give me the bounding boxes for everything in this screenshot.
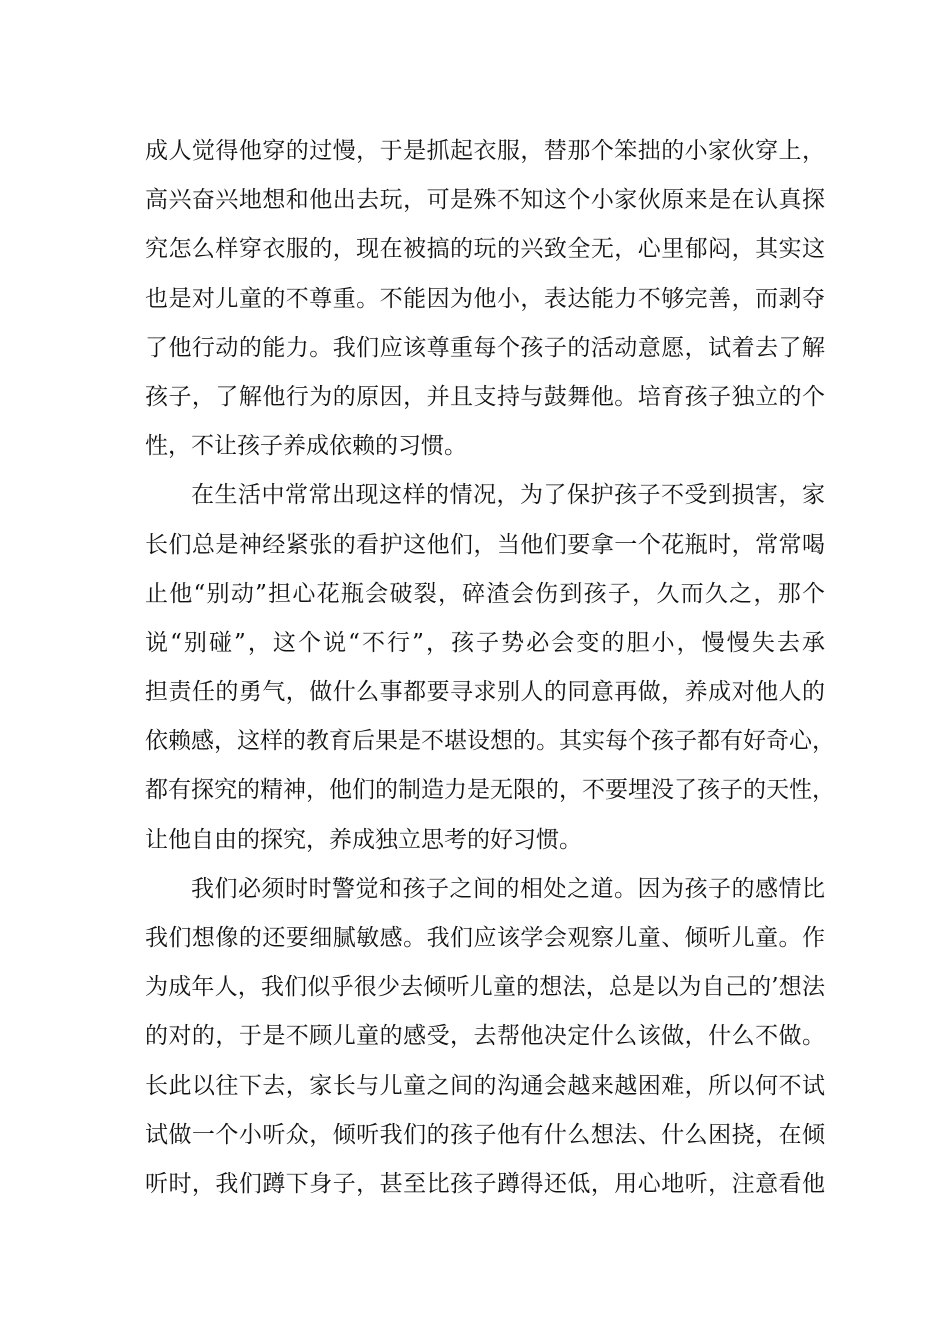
text-line: 说“别碰”，这个说“不行”，孩子势必会变的胆小，慢慢失去承: [145, 629, 825, 656]
text-line: 都有探究的精神，他们的制造力是无限的，不要埋没了孩子的天性，: [145, 777, 835, 804]
text-line: 依赖感，这样的教育后果是不堪设想的。其实每个孩子都有好奇心，: [145, 728, 835, 755]
text-line: 我们想像的还要细腻敏感。我们应该学会观察儿童、倾听儿童。作: [145, 925, 825, 951]
text-line: 孩子，了解他行为的原因，并且支持与鼓舞他。培育孩子独立的个: [145, 383, 825, 410]
text-line: 性，不让孩子养成依赖的习惯。: [145, 433, 467, 460]
text-line: 让他自由的探究，养成独立思考的好习惯。: [145, 826, 582, 853]
text-line: 了他行动的能力。我们应该尊重每个孩子的活动意愿，试着去了解: [145, 334, 825, 361]
text-line: 止他“别动”担心花瓶会破裂，碎渣会伤到孩子，久而久之，那个: [145, 580, 825, 607]
body-text: [145, 127, 835, 1209]
text-line: 究怎么样穿衣服的，现在被搞的玩的兴致全无，心里郁闷，其实这: [145, 236, 825, 263]
text-line: 听时，我们蹲下身子，甚至比孩子蹲得还低，用心地听，注意看他: [145, 1170, 825, 1197]
text-line: 成人觉得他穿的过慢，于是抓起衣服，替那个笨拙的小家伙穿上，: [145, 138, 825, 164]
paragraph-first-line: 我们必须时时警觉和孩子之间的相处之道。因为孩子的感情比: [191, 875, 825, 902]
text-line: 高兴奋兴地想和他出去玩，可是殊不知这个小家伙原来是在认真探: [145, 187, 825, 214]
text-line: 试做一个小听众，倾听我们的孩子他有什么想法、什么困挠，在倾: [145, 1121, 825, 1148]
text-line: 担责任的勇气，做什么事都要寻求别人的同意再做，养成对他人的: [145, 679, 825, 706]
text-line: 长们总是神经紧张的看护这他们，当他们要拿一个花瓶时，常常喝: [145, 531, 825, 558]
text-line: 也是对儿童的不尊重。不能因为他小，表达能力不够完善，而剥夺: [145, 285, 825, 312]
text-line: 为成年人，我们似乎很少去倾听儿童的想法，总是以为自己的’想法: [145, 974, 825, 1001]
text-line: 的对的，于是不顾儿童的感受，去帮他决定什么该做，什么不做。: [145, 1023, 825, 1050]
paragraph-first-line: 在生活中常常出现这样的情况，为了保护孩子不受到损害，家: [191, 482, 825, 509]
text-line: 长此以往下去，家长与儿童之间的沟通会越来越困难，所以何不试: [145, 1072, 825, 1099]
